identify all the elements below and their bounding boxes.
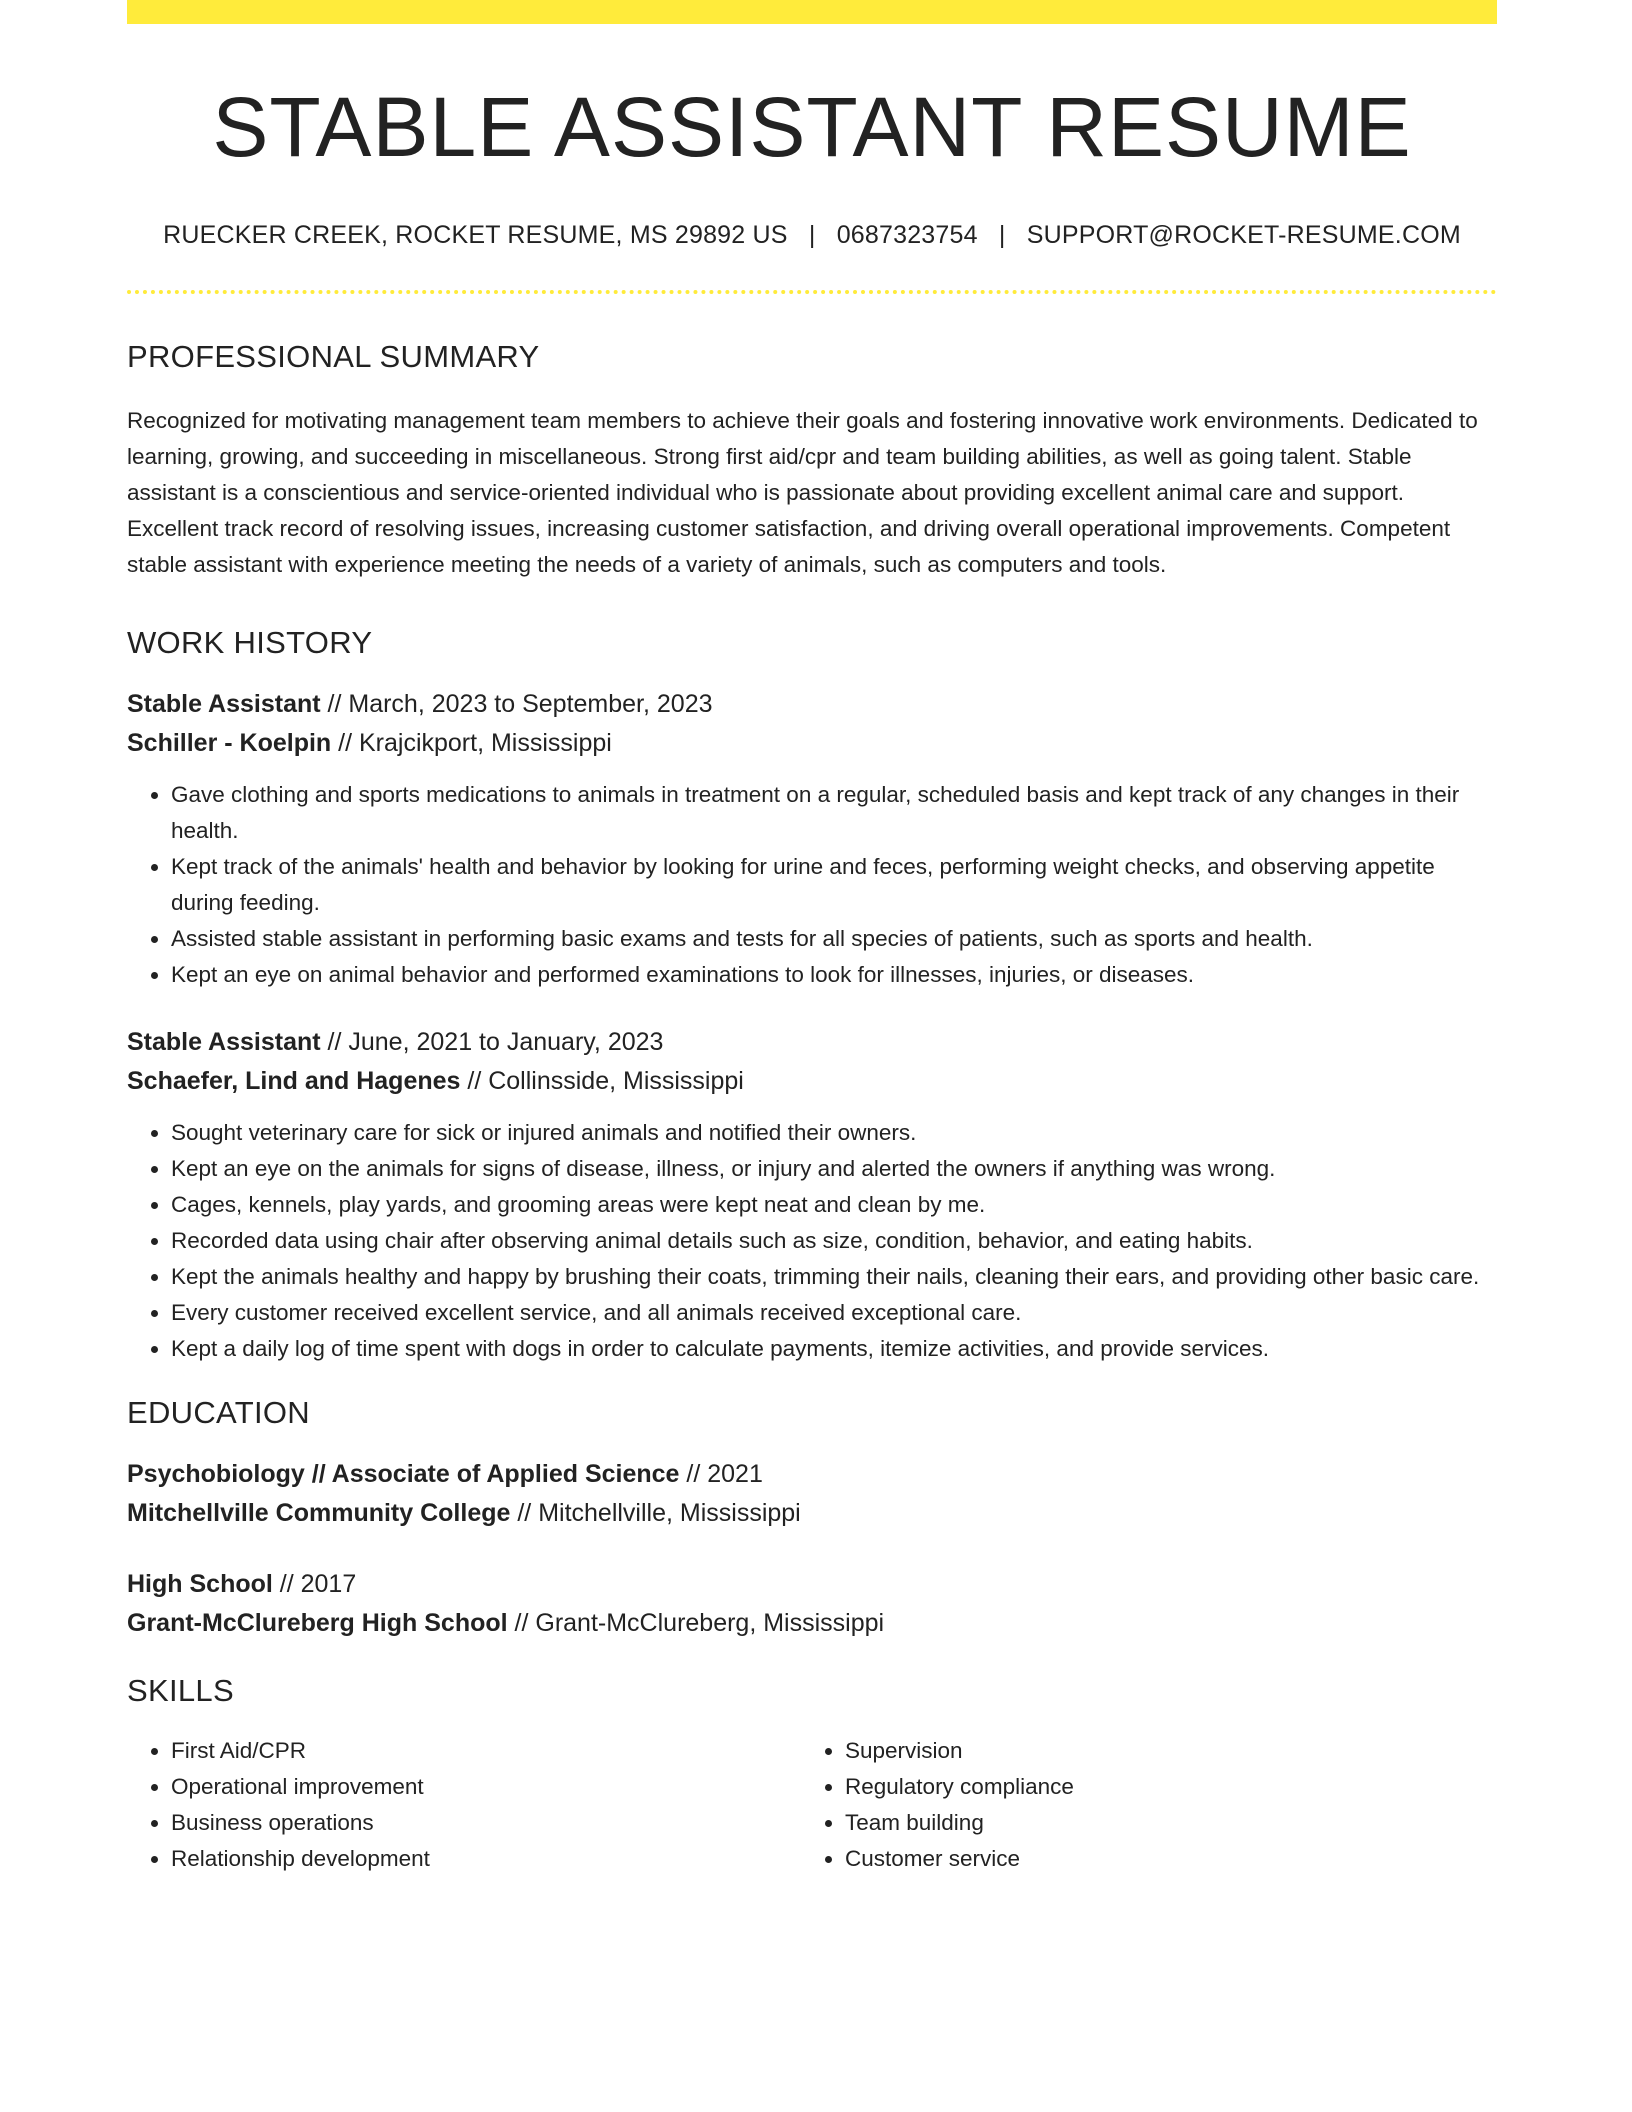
job-company: Schiller - Koelpin xyxy=(127,729,332,758)
job-bullet: • Kept an eye on the animals for signs of disease, illness, or injury and alerted the owners if anything was wrong. xyxy=(171,1151,1497,1187)
work-history-heading: WORK HISTORY xyxy=(127,625,373,661)
job-bullet: • Cages, kennels, play yards, and grooming areas were kept neat and clean by me. xyxy=(171,1187,1497,1223)
job-bullet: • Kept a daily log of time spent with dogs in order to calculate payments, itemize activities, and provide services. xyxy=(171,1331,1497,1367)
skill-item: • Operational improvement xyxy=(171,1769,801,1805)
degree: High School xyxy=(127,1570,273,1599)
job-location: // Krajcikport, Mississippi xyxy=(331,729,612,758)
job-company-line xyxy=(127,1062,1497,1101)
skill-item: • Relationship development xyxy=(171,1841,801,1877)
skill-item: • Supervision xyxy=(845,1733,1475,1769)
job-bullet: • Assisted stable assistant in performing basic exams and tests for all species of patients, such as sports and health. xyxy=(171,921,1497,957)
resume-page xyxy=(127,0,1497,1877)
contact-address: RUECKER CREEK, ROCKET RESUME, MS 29892 US xyxy=(163,221,788,250)
skill-item: • Business operations xyxy=(171,1805,801,1841)
education-heading: EDUCATION xyxy=(127,1395,310,1431)
job-location: // Collinsside, Mississippi xyxy=(460,1067,744,1096)
job-entry xyxy=(127,1023,1497,1367)
skill-item: • Regulatory compliance xyxy=(845,1769,1475,1805)
job-title-line xyxy=(127,1023,1497,1062)
education-entry xyxy=(127,1455,1497,1533)
school-line xyxy=(127,1494,1497,1533)
skills-column-left xyxy=(127,1733,801,1877)
contact-separator: | xyxy=(998,221,1006,250)
job-company: Schaefer, Lind and Hagenes xyxy=(127,1067,461,1096)
degree-year: // 2017 xyxy=(272,1570,357,1599)
contact-email: SUPPORT@ROCKET-RESUME.COM xyxy=(1026,221,1461,250)
job-bullet: • Sought veterinary care for sick or injured animals and notified their owners. xyxy=(171,1115,1497,1151)
job-title: Stable Assistant xyxy=(127,1028,321,1057)
school-line xyxy=(127,1604,1497,1643)
school-location: // Mitchellville, Mississippi xyxy=(510,1499,801,1528)
header-divider xyxy=(127,290,1497,294)
school: Grant-McClureberg High School xyxy=(127,1609,508,1638)
contact-separator: | xyxy=(808,221,816,250)
resume-title: STABLE ASSISTANT RESUME xyxy=(212,80,1412,174)
job-dates: // June, 2021 to January, 2023 xyxy=(320,1028,664,1057)
job-bullet: • Kept the animals healthy and happy by brushing their coats, trimming their nails, cleaning their ears, and providing other basic care. xyxy=(171,1259,1497,1295)
job-bullet: • Kept an eye on animal behavior and performed examinations to look for illnesses, injuries, or diseases. xyxy=(171,957,1497,993)
job-title: Stable Assistant xyxy=(127,690,321,719)
contact-line xyxy=(127,221,1497,250)
skill-item: • First Aid/CPR xyxy=(171,1733,801,1769)
school-location: // Grant-McClureberg, Mississippi xyxy=(507,1609,885,1638)
skills-heading: SKILLS xyxy=(127,1673,234,1709)
skill-item: • Customer service xyxy=(845,1841,1475,1877)
skill-item: • Team building xyxy=(845,1805,1475,1841)
education-entry xyxy=(127,1565,1497,1643)
job-bullet: • Kept track of the animals' health and behavior by looking for urine and feces, performing weight checks, and observing appetite during feeding. xyxy=(171,849,1497,921)
contact-phone: 0687323754 xyxy=(836,221,978,250)
job-dates: // March, 2023 to September, 2023 xyxy=(320,690,713,719)
job-bullet: • Gave clothing and sports medications to animals in treatment on a regular, scheduled basis and kept track of any changes in their health. xyxy=(171,777,1497,849)
job-entry xyxy=(127,685,1497,993)
degree-year: // 2021 xyxy=(679,1460,763,1489)
job-title-line xyxy=(127,685,1497,724)
summary-heading: PROFESSIONAL SUMMARY xyxy=(127,339,540,375)
school: Mitchellville Community College xyxy=(127,1499,511,1528)
degree-line xyxy=(127,1565,1497,1604)
degree: Psychobiology // Associate of Applied Science xyxy=(127,1460,680,1489)
skills-grid xyxy=(127,1733,1497,1877)
job-bullet: • Every customer received excellent service, and all animals received exceptional care. xyxy=(171,1295,1497,1331)
job-bullets xyxy=(127,1115,1497,1367)
job-company-line xyxy=(127,724,1497,763)
degree-line xyxy=(127,1455,1497,1494)
job-bullets xyxy=(127,777,1497,993)
skills-column-right xyxy=(801,1733,1475,1877)
top-accent-bar xyxy=(127,0,1497,24)
job-bullet: • Recorded data using chair after observing animal details such as size, condition, behavior, and eating habits. xyxy=(171,1223,1497,1259)
summary-text: Recognized for motivating management team members to achieve their goals and fostering innovative work environments. Dedicated to learning, growing, and succeeding in miscellaneous. Strong first aid/cpr and team building abilities, as well as going talent. Stable assistant is a conscientious and service-oriented individual who is passionate about providing excellent animal care and support. Excellent track record of resolving issues, increasing customer satisfaction, and driving overall operational improvements. Competent stable assistant with experience meeting the needs of a variety of animals, such as computers and tools. xyxy=(127,408,1478,578)
